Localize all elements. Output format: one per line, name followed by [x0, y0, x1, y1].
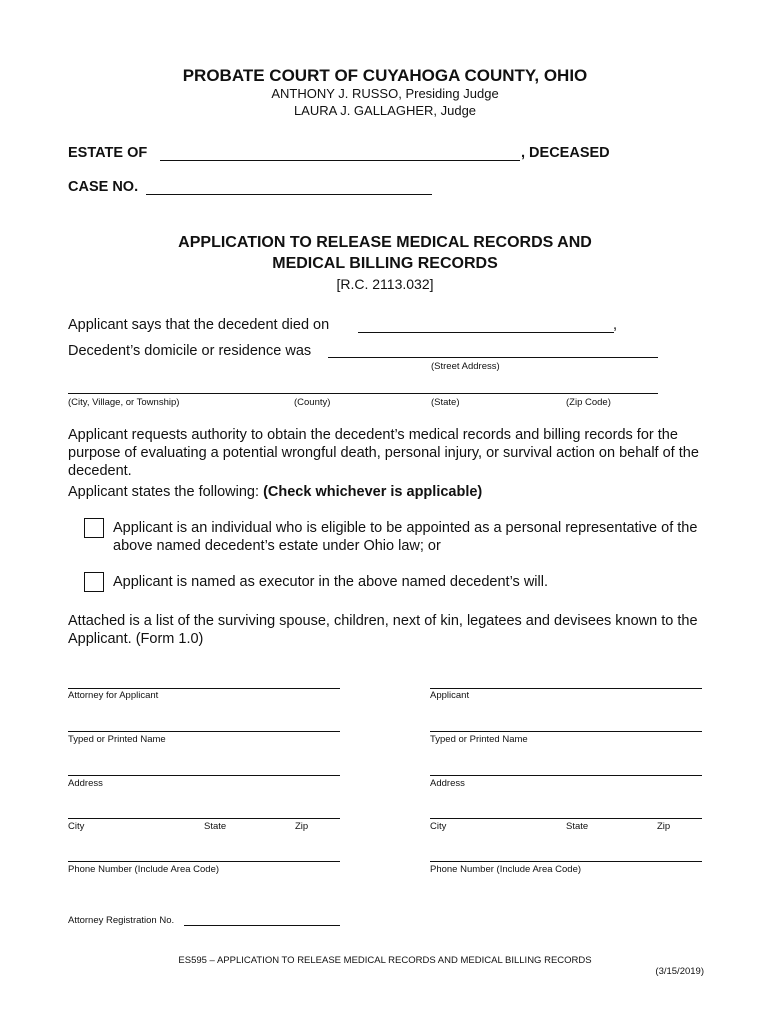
estate-of-label: ESTATE OF	[68, 145, 148, 161]
applicant-city-line[interactable]	[430, 818, 702, 819]
attorney-address-line[interactable]	[68, 775, 340, 776]
case-no-label: CASE NO.	[68, 179, 139, 195]
applicant-states-line	[68, 484, 482, 500]
eligible-representative-checkbox[interactable]	[84, 518, 104, 538]
attorney-city-label: City	[68, 821, 85, 832]
street-address-caption: (Street Address)	[431, 361, 500, 372]
judge: LAURA J. GALLAGHER, Judge	[293, 103, 477, 118]
named-executor-checkbox[interactable]	[84, 572, 104, 592]
applicant-states-label: Applicant states the following:	[68, 484, 264, 500]
named-executor-text: Applicant is named as executor in the above named decedent’s will.	[113, 574, 548, 590]
attorney-phone-label: Phone Number (Include Area Code)	[68, 864, 220, 875]
check-applicable-note: (Check whichever is applicable)	[263, 484, 483, 500]
attorney-registration-line[interactable]	[184, 925, 340, 926]
applicant-phone-label: Phone Number (Include Area Code)	[430, 864, 582, 875]
applicant-state-label: State	[566, 821, 589, 832]
died-on-comma: ,	[613, 317, 618, 333]
applicant-address-line[interactable]	[430, 775, 702, 776]
attorney-city-line[interactable]	[68, 818, 340, 819]
case-no-field[interactable]	[146, 194, 432, 195]
request-paragraph: Applicant requests authority to obtain the decedent’s medical records and billing records for the purpose of evaluating a potential wrongful death, personal injury, or survival action on behalf of the decedent.	[68, 427, 699, 479]
attorney-name-label: Typed or Printed Name	[68, 734, 166, 745]
city-caption: (City, Village, or Township)	[68, 397, 180, 408]
applicant-address-label: Address	[430, 778, 465, 789]
attorney-for-applicant-label: Attorney for Applicant	[68, 690, 159, 701]
estate-name-field[interactable]	[160, 160, 520, 161]
attorney-state-label: State	[204, 821, 227, 832]
applicant-phone-line[interactable]	[430, 861, 702, 862]
attorney-address-label: Address	[68, 778, 103, 789]
domicile-label: Decedent’s domicile or residence was	[68, 343, 312, 359]
attorney-phone-line[interactable]	[68, 861, 340, 862]
deceased-label: , DECEASED	[521, 145, 610, 161]
presiding-judge: ANTHONY J. RUSSO, Presiding Judge	[271, 86, 499, 101]
statute-reference: [R.C. 2113.032]	[336, 276, 434, 292]
applicant-city-label: City	[430, 821, 447, 832]
attorney-name-line[interactable]	[68, 731, 340, 732]
applicant-zip-label: Zip	[657, 821, 671, 832]
form-title-line1: APPLICATION TO RELEASE MEDICAL RECORDS AND	[178, 234, 592, 251]
form-title-line2: MEDICAL BILLING RECORDS	[272, 255, 498, 272]
city-county-state-zip-field[interactable]	[68, 393, 658, 394]
attorney-zip-label: Zip	[295, 821, 309, 832]
attorney-signature-line[interactable]	[68, 688, 340, 689]
zip-caption: (Zip Code)	[566, 397, 611, 408]
street-address-field[interactable]	[328, 357, 658, 358]
attorney-registration-label: Attorney Registration No.	[68, 915, 175, 926]
date-of-death-field[interactable]	[358, 332, 614, 333]
attached-list-paragraph: Attached is a list of the surviving spouse, children, next of kin, legatees and devisees known to the Applicant. (Form 1.0)	[68, 613, 698, 647]
applicant-name-label: Typed or Printed Name	[430, 734, 528, 745]
applicant-signature-line[interactable]	[430, 688, 702, 689]
applicant-name-line[interactable]	[430, 731, 702, 732]
died-on-label: Applicant says that the decedent died on	[68, 317, 330, 333]
county-caption: (County)	[294, 397, 331, 408]
revision-date: (3/15/2019)	[655, 966, 704, 977]
state-caption: (State)	[431, 397, 460, 408]
form-footer: ES595 – APPLICATION TO RELEASE MEDICAL RECORDS AND MEDICAL BILLING RECORDS	[178, 955, 592, 966]
applicant-label: Applicant	[430, 690, 470, 701]
eligible-representative-text: Applicant is an individual who is eligible to be appointed as a personal representative of the above named decedent’s estate under Ohio law; or	[113, 520, 698, 554]
court-name: PROBATE COURT OF CUYAHOGA COUNTY, OHIO	[182, 66, 588, 85]
